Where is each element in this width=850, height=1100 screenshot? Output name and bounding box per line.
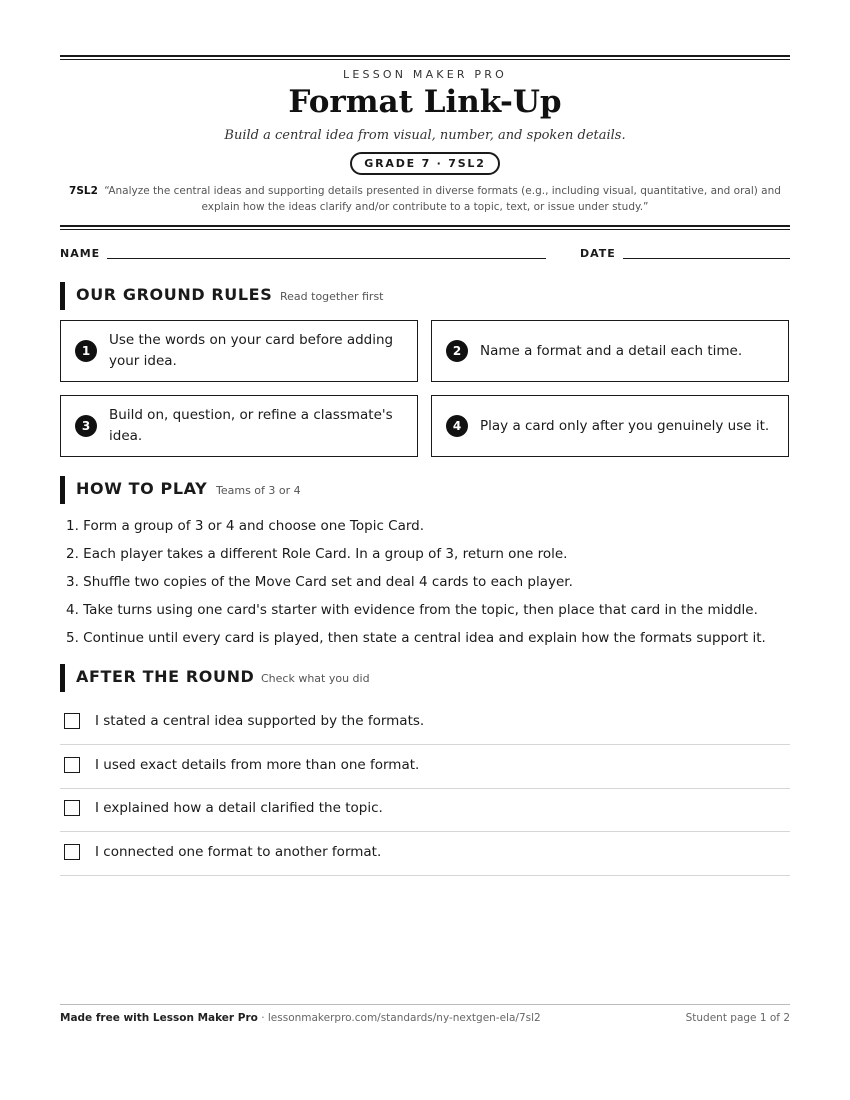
- ground-rules-title: OUR GROUND RULES: [76, 285, 273, 304]
- checklist-item: [60, 745, 790, 789]
- checkbox[interactable]: [64, 844, 80, 860]
- rule-text: Name a format and a detail each time.: [480, 342, 743, 359]
- name-field[interactable]: [107, 258, 546, 259]
- ground-rule-card: [431, 320, 789, 382]
- ground-rule-card: [60, 395, 418, 457]
- rule-number-badge: 4: [446, 415, 468, 437]
- date-label: DATE: [580, 247, 616, 260]
- date-field[interactable]: [623, 258, 790, 259]
- ground-rule-card: [431, 395, 789, 457]
- footer-made-with: Made free with Lesson Maker Pro: [60, 1012, 258, 1024]
- section-accent-bar: [60, 476, 65, 504]
- footer-rule: [60, 1004, 790, 1005]
- after-round-title: AFTER THE ROUND: [76, 667, 255, 686]
- checkbox[interactable]: [64, 713, 80, 729]
- brand-name: LESSON MAKER PRO: [343, 68, 507, 81]
- rule-text: Use the words on your card before adding your idea.: [109, 332, 394, 369]
- header-bottom-rule: [60, 225, 790, 230]
- ground-rule-card: [60, 320, 418, 382]
- checklist-item: [60, 701, 790, 745]
- checklist-item: [60, 832, 790, 876]
- step-item: 2. Each player takes a different Role Card. In a group of 3, return one role.: [66, 546, 568, 562]
- standard-statement: [60, 183, 790, 215]
- how-to-play-title: HOW TO PLAY: [76, 479, 208, 498]
- grade-badge-wrap: [60, 152, 790, 175]
- how-to-play-steps: [66, 512, 766, 652]
- step-item: 4. Take turns using one card's starter with evidence from the topic, then place that card in the middle.: [66, 602, 758, 618]
- rule-text: Play a card only after you genuinely use it.: [480, 417, 770, 434]
- checklist-item: [60, 788, 790, 832]
- section-accent-bar: [60, 282, 65, 310]
- rule-number-badge: 1: [75, 340, 97, 362]
- section-accent-bar: [60, 664, 65, 692]
- checklist-text: I connected one format to another format.: [95, 844, 382, 860]
- footer-page-label: Student page 1 of 2: [685, 1012, 790, 1024]
- after-round-note: Check what you did: [261, 672, 370, 685]
- checklist-text: I used exact details from more than one format.: [95, 757, 420, 773]
- footer-credit: [60, 1012, 541, 1024]
- header-top-rule: [60, 55, 790, 60]
- step-item: 3. Shuffle two copies of the Move Card set and deal 4 cards to each player.: [66, 574, 573, 590]
- rule-text: Build on, question, or refine a classmate's idea.: [109, 407, 393, 444]
- name-label: NAME: [60, 247, 101, 260]
- page-subtitle: Build a central idea from visual, number, and spoken details.: [224, 128, 626, 143]
- step-item: 5. Continue until every card is played, then state a central idea and explain how the formats support it.: [66, 630, 766, 646]
- rule-number-badge: 3: [75, 415, 97, 437]
- page-title: Format Link-Up: [288, 84, 562, 120]
- ground-rules-note: Read together first: [280, 290, 384, 303]
- grade-badge: GRADE 7 · 7SL2: [350, 152, 499, 175]
- checklist-text: I stated a central idea supported by the formats.: [95, 713, 425, 729]
- checkbox[interactable]: [64, 800, 80, 816]
- footer-separator: ·: [257, 1012, 268, 1024]
- standard-code: 7SL2: [69, 185, 98, 197]
- footer-url[interactable]: lessonmakerpro.com/standards/ny-nextgen-ela/7sl2: [267, 1012, 541, 1024]
- how-to-play-note: Teams of 3 or 4: [216, 484, 301, 497]
- rule-number-badge: 2: [446, 340, 468, 362]
- step-item: 1. Form a group of 3 or 4 and choose one Topic Card.: [66, 518, 425, 534]
- checklist-text: I explained how a detail clarified the topic.: [95, 800, 383, 816]
- standard-text: “Analyze the central ideas and supporting details presented in diverse formats (e.g., including visual, quantitative, and oral) and explain how the ideas clarify and/or contribute to a topic, text, or issue under study.”: [104, 185, 781, 213]
- worksheet-page: [60, 0, 790, 1100]
- checkbox[interactable]: [64, 757, 80, 773]
